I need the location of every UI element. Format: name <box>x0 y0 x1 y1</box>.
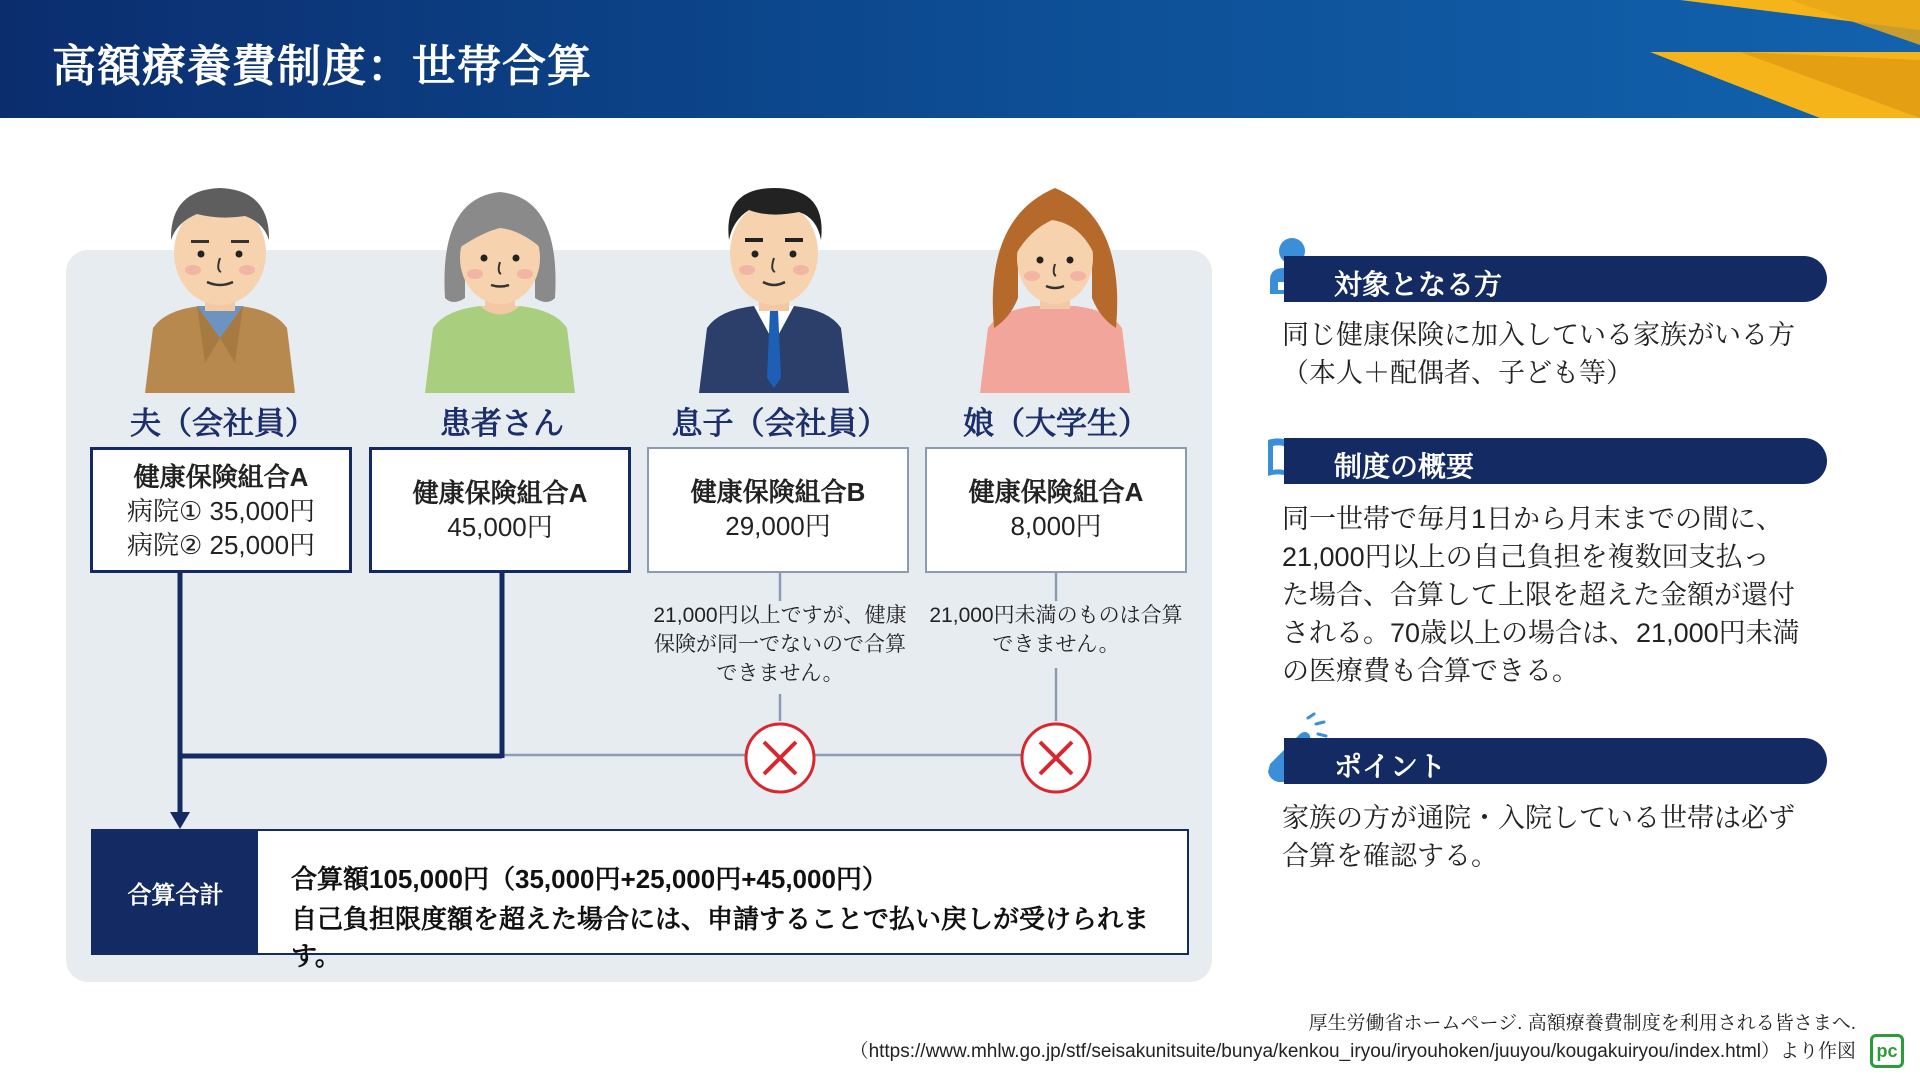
source-line-1: 厚生労働省ホームページ. 高額療養費制度を利用される皆さまへ. <box>1308 1013 1856 1034</box>
person-name-patient: 患者さん <box>440 406 564 441</box>
amount-line: 8,000円 <box>1010 511 1102 541</box>
pc-logo <box>1870 1034 1904 1068</box>
note-daughter: 21,000円未満のものは合算できません。 <box>926 601 1186 659</box>
cross-icon <box>1019 721 1093 795</box>
text-line: た場合、合算して上限を超えた金額が還付 <box>1282 580 1795 610</box>
text-line: 合算を確認する。 <box>1282 841 1498 871</box>
summary-line-1: 合算額105,000円（35,000円+25,000円+45,000円） <box>291 864 888 894</box>
page-title: 高額療養費制度：世帯合算 <box>52 42 592 91</box>
insurer-box-husband <box>90 447 352 573</box>
text-line: される。70歳以上の場合は、21,000円未満 <box>1282 618 1800 648</box>
person-name-son: 息子（会社員） <box>671 406 889 441</box>
summary-box <box>91 829 1189 971</box>
insurer-label: 健康保険組合A <box>412 478 588 508</box>
text-line: 同じ健康保険に加入している家族がいる方 <box>1282 320 1795 350</box>
section-header-target <box>1284 256 1827 302</box>
amount-line: 29,000円 <box>725 511 831 541</box>
section-text-overview <box>1282 500 1842 690</box>
text-line: 21,000円以上の自己負担を複数回支払っ <box>1282 542 1770 572</box>
cross-icon <box>743 721 817 795</box>
text-line: 家族の方が通院・入院している世帯は必ず <box>1282 803 1795 833</box>
person-name-husband: 夫（会社員） <box>130 406 316 441</box>
section-text-point <box>1282 799 1842 875</box>
text-line: （本人＋配偶者、子ども等） <box>1282 358 1633 388</box>
insurer-box-son <box>647 447 909 573</box>
insurer-box-daughter <box>925 447 1187 573</box>
text-line: 同一世帯で毎月1日から月末までの間に、 <box>1282 504 1784 534</box>
insurer-label: 健康保険組合B <box>690 477 866 507</box>
note-son: 21,000円以上ですが、健康保険が同一でないので合算できません。 <box>650 601 910 688</box>
section-title: 対象となる方 <box>1334 269 1503 300</box>
section-header-overview <box>1284 438 1827 484</box>
insurer-label: 健康保険組合A <box>968 477 1144 507</box>
section-title: ポイント <box>1334 751 1447 782</box>
person-name-daughter: 娘（大学生） <box>963 406 1149 441</box>
section-header-point <box>1284 738 1827 784</box>
amount-line: 病院① 35,000円 <box>126 496 316 526</box>
text-line: の医療費も合算できる。 <box>1282 656 1579 686</box>
source-line-2: （https://www.mhlw.go.jp/stf/seisakunitsuite/bunya/kenkou_iryou/iryouhoken/juuyou/kougakuiryou/index.html）より作図 <box>849 1041 1856 1062</box>
insurer-label: 健康保険組合A <box>133 462 309 492</box>
amount-line: 45,000円 <box>447 512 553 542</box>
amount-line: 病院② 25,000円 <box>126 530 316 560</box>
pc-logo-text: pc <box>1876 1040 1898 1061</box>
section-title: 制度の概要 <box>1334 451 1475 482</box>
summary-label: 合算合計 <box>93 831 258 953</box>
insurer-box-patient <box>369 447 631 573</box>
section-text-target <box>1282 316 1842 392</box>
summary-line-2: 自己負担限度額を超えた場合には、申請することで払い戻しが受けられます。 <box>291 904 1150 971</box>
